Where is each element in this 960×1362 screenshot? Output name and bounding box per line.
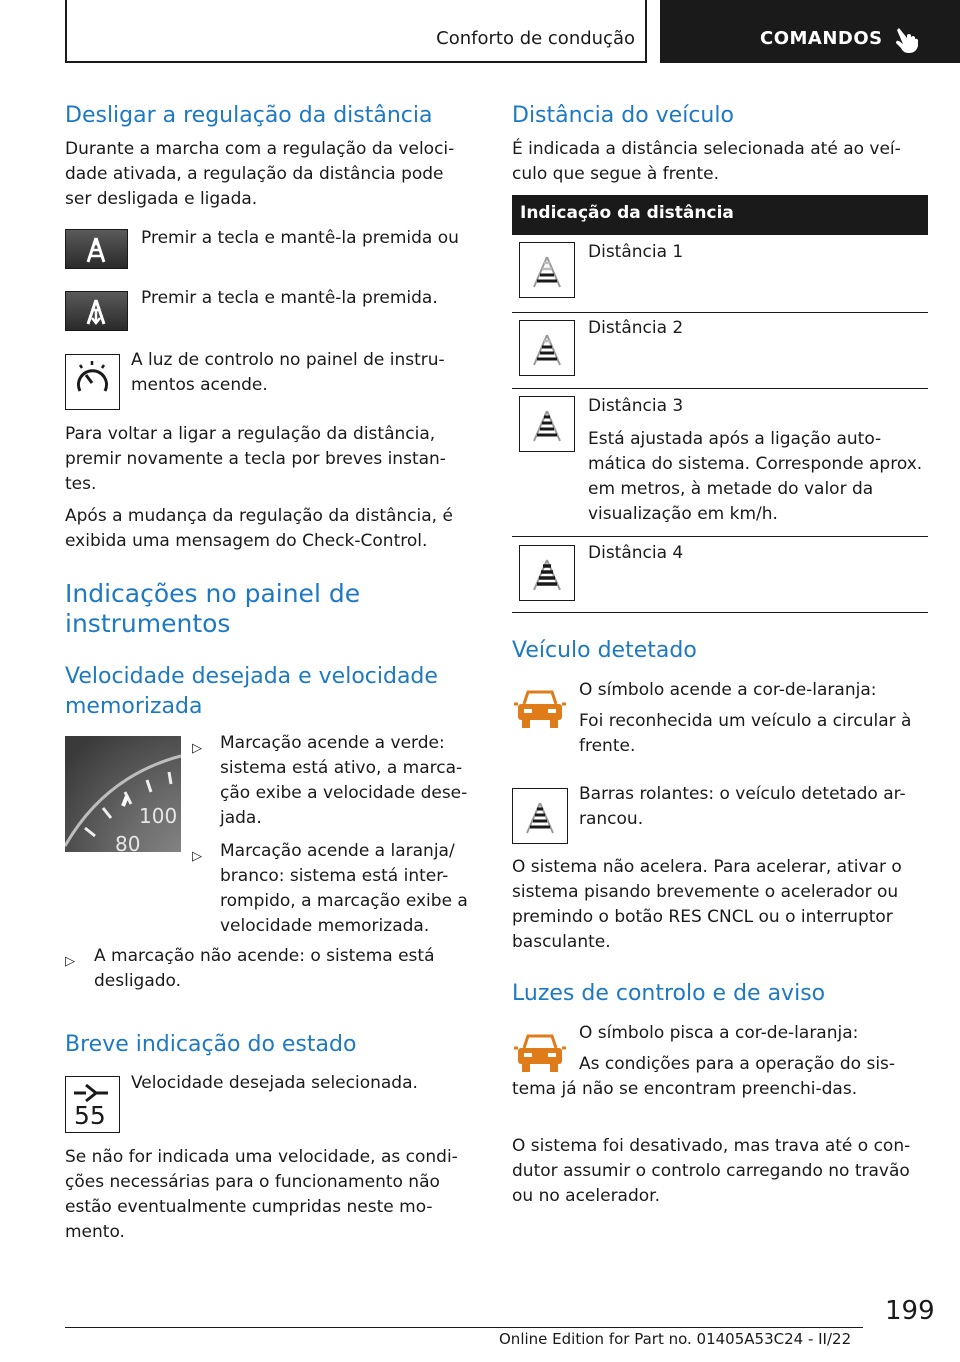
table-header [512, 195, 928, 235]
footer-rule [65, 1327, 863, 1328]
warning-symbol-text: O símbolo pisca a cor-de-laranja: [579, 1023, 859, 1043]
step-2: Premir a tecla e mantê-la premida. [141, 288, 438, 308]
no-accel-text: O sistema não acelera. Para acelerar, ativar o sistema pisando brevemente o acelerador ou premindo o botão RES CNCL ou o interruptor basculante. [512, 857, 902, 952]
page-number: 199 [885, 1296, 935, 1326]
step-1: Premir a tecla e mantê-la premida ou [141, 228, 459, 248]
lane-distance-icon [520, 321, 574, 375]
speedometer-lamp-icon [66, 355, 119, 409]
footer-edition: Online Edition for Part no. 01405A53C24 - II/22 [499, 1330, 852, 1348]
distance-1-icon [519, 242, 575, 298]
gauge-label-100: 100 [139, 804, 178, 828]
header-section-box [65, 0, 647, 63]
bullet-icon: ▷ [192, 849, 202, 864]
distance-3-desc: Está ajustada após a ligação auto-mática do sistema. Corresponde aprox. em metros, à metade do valor da visualização em km/h. [588, 429, 923, 524]
chapter-title: COMANDOS [760, 28, 883, 49]
warning-heading: Luzes de controlo e de aviso [512, 981, 826, 1006]
brief-text: Velocidade desejada selecionada. [131, 1073, 418, 1093]
rolling-bars-text: Barras rolantes: o veículo detetado ar-rancou. [579, 784, 906, 829]
speed-bullet-2: Marcação acende a laranja/ branco: sistema está inter-rompido, a marcação exibe a velocidade memorizada. [220, 841, 468, 936]
table-rule [512, 312, 928, 313]
lane-distance-icon [66, 230, 127, 268]
speed-bullet-off: A marcação não acende: o sistema está desligado. [94, 946, 435, 991]
vehicle-recognized-text: Foi reconhecida um veículo a circular à frente. [579, 711, 912, 756]
table-rule [512, 536, 928, 537]
lane-distance-icon [520, 243, 574, 297]
speed-limit-box [65, 1076, 120, 1133]
distance-button-icon-2 [65, 291, 128, 331]
table-rule [512, 612, 928, 613]
distance-button-icon [65, 229, 128, 269]
change-message-text: Após a mudança da regulação da distância, é exibida uma mensagem do Check-Control. [65, 506, 453, 551]
distance-4-icon [519, 545, 575, 601]
speed-bullet-1: Marcação acende a verde: sistema está ativo, a marca-ção exibe a velocidade dese-jada. [220, 733, 468, 828]
brief-note: Se não for indicada uma velocidade, as condi-ções necessárias para o funcionamento não estão eventualmente cumpridas neste mo-mento. [65, 1147, 458, 1242]
speed-heading: Velocidade desejada e velocidade memorizada [65, 664, 438, 719]
distance-2-icon [519, 320, 575, 376]
speedometer-photo [65, 736, 181, 852]
rolling-bars-icon-box [512, 788, 568, 844]
lane-distance-icon [513, 789, 567, 843]
vehicle-symbol-text: O símbolo acende a cor-de-laranja: [579, 680, 877, 700]
gauge-label-80: 80 [115, 832, 141, 852]
table-rule [512, 388, 928, 389]
distance-3-icon [519, 396, 575, 452]
distance-heading: Distância do veículo [512, 103, 734, 128]
distance-3-label: Distância 3 [588, 396, 684, 416]
pointing-hand-icon [894, 26, 920, 54]
table-header-label: Indicação da distância [520, 203, 734, 223]
off-intro: Durante a marcha com a regulação da veloci-dade ativada, a regulação da distância pode ser desligada e ligada. [65, 139, 455, 209]
speed-limit-value: 55 [74, 1101, 106, 1130]
bullet-icon: ▷ [192, 741, 202, 756]
vehicle-symbol-box [512, 686, 568, 732]
chapter-tab [660, 0, 960, 63]
vehicle-heading: Veículo detetado [512, 638, 697, 663]
warning-conditions-text: As condições para a operação do sis-tema já não se encontram preenchi-das. [512, 1054, 896, 1099]
lane-distance-icon [520, 397, 574, 451]
brief-heading: Breve indicação do estado [65, 1032, 357, 1057]
car-front-icon [512, 686, 568, 732]
lane-distance-icon [520, 546, 574, 600]
lane-distance-icon [66, 292, 127, 330]
distance-4-label: Distância 4 [588, 543, 684, 563]
reenable-text: Para voltar a ligar a regulação da distância, premir novamente a tecla por breves instan-tes. [65, 424, 446, 494]
distance-2-label: Distância 2 [588, 318, 684, 338]
control-lamp-box [65, 354, 120, 410]
off-heading: Desligar a regulação da distância [65, 103, 433, 128]
distance-intro: É indicada a distância selecionada até ao veí-culo que segue à frente. [512, 139, 901, 184]
bullet-icon: ▷ [65, 954, 75, 969]
warning-deactivated-text: O sistema foi desativado, mas trava até o con-dutor assumir o controlo carregando no travão ou no acelerador. [512, 1136, 911, 1206]
distance-1-label: Distância 1 [588, 242, 684, 262]
display-heading: Indicações no painel de instrumentos [65, 579, 361, 638]
section-title: Conforto de condução [436, 28, 635, 49]
lamp-text: A luz de controlo no painel de instru-mentos acende. [131, 350, 445, 395]
